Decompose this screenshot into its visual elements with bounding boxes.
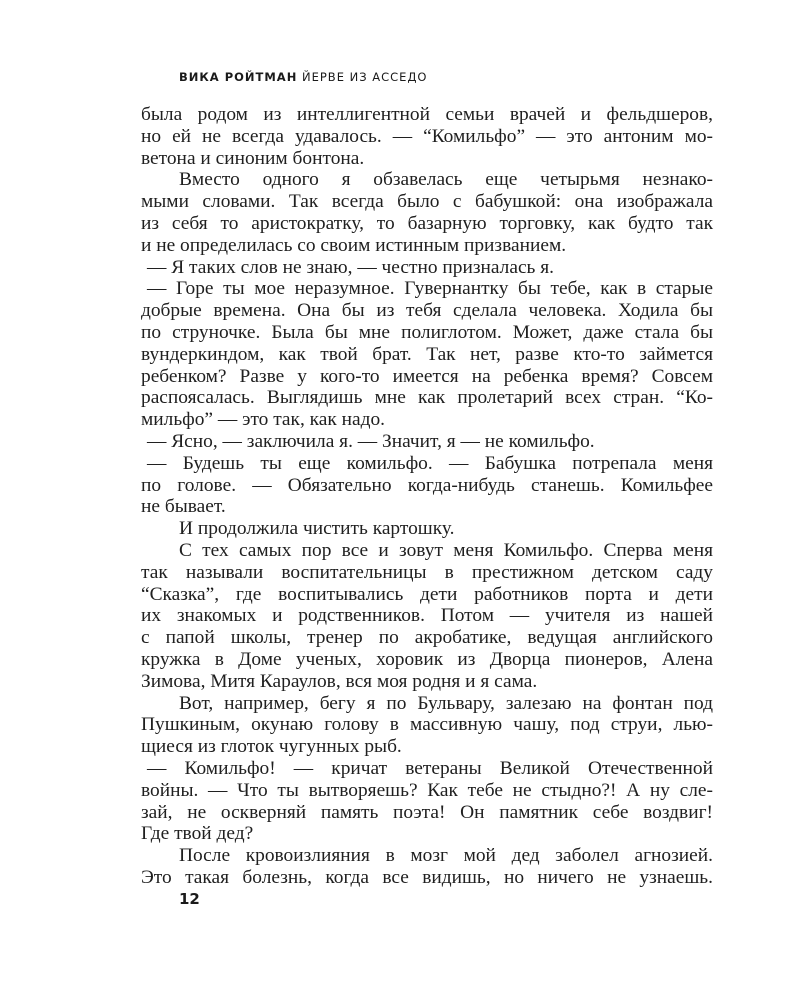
text-line: войны. — Что ты вытворяешь? Как тебе не стыдно?! А ну сле- — [141, 779, 713, 801]
text-line: зай, не оскверняй память поэта! Он памятник себе воздвиг! — [141, 801, 713, 823]
text-line: мыми словами. Так всегда было с бабушкой: она изображала — [141, 191, 713, 213]
text-line: После кровоизлияния в мозг мой дед заболел агнозией. — [179, 845, 713, 867]
text-line: Вот, например, бегу я по Бульвару, залезаю на фонтан под — [179, 692, 713, 714]
text-line: кружка в Доме ученых, хоровик из Дворца пионеров, Алена — [141, 648, 713, 670]
text-line: из себя то аристократку, то базарную торговку, как будто так — [141, 212, 713, 234]
text-line: по голове. — Обязательно когда-нибудь станешь. Комильфее — [141, 474, 713, 496]
text-line: но ей не всегда удавалось. — “Комильфо” — это антоним мо- — [141, 125, 713, 147]
text-line: добрые времена. Она бы из тебя сделала человека. Ходила бы — [141, 300, 713, 322]
running-head-author: ВИКА РОЙТМАН — [179, 70, 298, 84]
text-line: — Ясно, — заключила я. — Значит, я — не комильфо. — [147, 430, 595, 452]
text-line: Где твой дед? — [141, 823, 254, 845]
text-line: была родом из интеллигентной семьи врачей и фельдшеров, — [141, 104, 713, 125]
text-line: — Горе ты мое неразумное. Гувернантку бы тебе, как в старые — [147, 278, 713, 300]
running-head-title: ЙЕРВЕ ИЗ АССЕДО — [302, 70, 428, 84]
text-line: “Сказка”, где воспитывались дети работников порта и дети — [141, 583, 713, 605]
text-line: С тех самых пор все и зовут меня Комильфо. Сперва меня — [179, 539, 713, 561]
text-line: их знакомых и родственников. Потом — учителя из нашей — [141, 605, 713, 627]
running-head — [179, 70, 427, 84]
text-line: мильфо” — это так, как надо. — [141, 409, 386, 431]
text-line: ребенком? Разве у кого-то имеется на ребенка время? Совсем — [141, 365, 713, 387]
text-line: — Я таких слов не знаю, — честно призналась я. — [147, 256, 555, 278]
text-line: Пушкиным, окунаю голову в массивную чашу, под струи, лью- — [141, 714, 713, 736]
text-line: щиеся из глоток чугунных рыб. — [141, 736, 402, 758]
text-line: так называли воспитательницы в престижном детском саду — [141, 561, 713, 583]
text-line: и не определилась со своим истинным призванием. — [141, 234, 567, 256]
text-line: вундеркиндом, как твой брат. Так нет, разве кто-то займется — [141, 343, 713, 365]
text-line: не бывает. — [141, 496, 226, 518]
text-line: — Будешь ты еще комильфо. — Бабушка потрепала меня — [147, 452, 713, 474]
text-line: И продолжила чистить картошку. — [179, 518, 455, 540]
text-line: с папой школы, тренер по акробатике, ведущая английского — [141, 627, 713, 649]
body-text — [141, 104, 713, 889]
text-line: Зимова, Митя Караулов, вся моя родня и я сама. — [141, 670, 538, 692]
text-line: распоясалась. Выглядишь мне как пролетарий всех стран. “Ко- — [141, 387, 713, 409]
text-line: Вместо одного я обзавелась еще четырьмя незнако- — [179, 169, 713, 191]
page-number: 12 — [179, 890, 200, 908]
text-line: Это такая болезнь, когда все видишь, но ничего не узнаешь. — [141, 866, 713, 888]
text-line: — Комильфо! — кричат ветераны Великой Отечественной — [147, 757, 713, 779]
text-line: ветона и синоним бонтона. — [141, 147, 365, 169]
text-line: по струночке. Была бы мне полиглотом. Может, даже стала бы — [141, 321, 713, 343]
